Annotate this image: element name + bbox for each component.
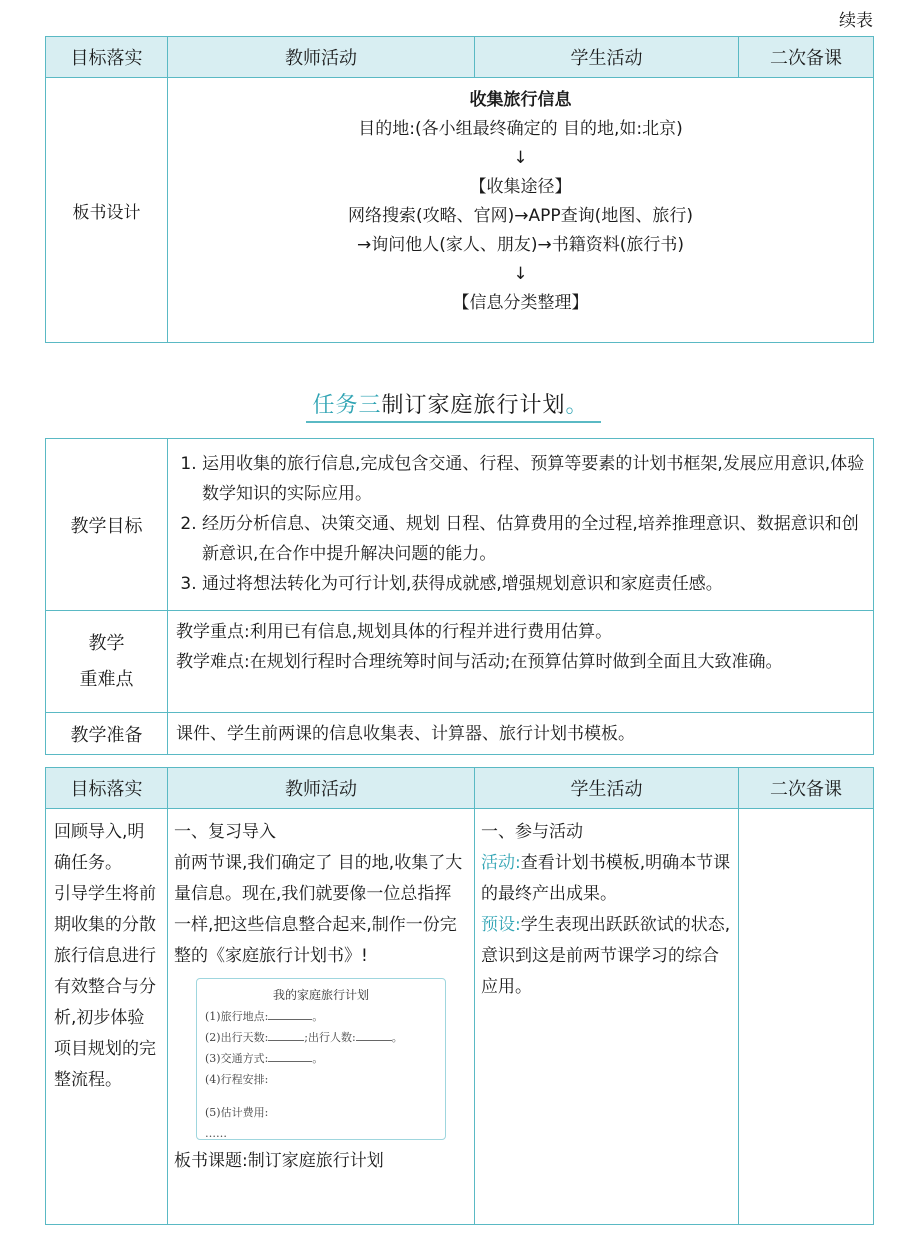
goal-item-3: 3. 通过将想法转化为可行计划,获得成就感,增强规划意识和家庭责任感。 bbox=[202, 569, 865, 599]
board-section-2: 【信息分类整理】 bbox=[452, 293, 589, 313]
student-column bbox=[475, 809, 739, 1225]
board-label: 板书设计 bbox=[46, 78, 168, 343]
goal-text-1: 回顾导入,明确任务。 bbox=[54, 822, 145, 873]
template-row-2: (2)出行天数: ;出行人数: 。 bbox=[205, 1027, 437, 1048]
table-header-row bbox=[46, 37, 874, 78]
header-revision: 二次备课 bbox=[739, 37, 874, 78]
student-heading: 一、参与活动 bbox=[481, 822, 583, 842]
activity-text: 查看计划书模板,明确本节课的最终产出成果。 bbox=[481, 853, 731, 904]
goal-column bbox=[46, 809, 168, 1225]
board-line-3: →询问他人(家人、朋友)→书籍资料(旅行书) bbox=[356, 235, 685, 255]
board-title: 收集旅行信息 bbox=[469, 90, 572, 110]
task-title bbox=[0, 388, 907, 423]
teaching-goals-table bbox=[45, 438, 874, 755]
board-line-2: 网络搜索(攻略、官网)→APP查询(地图、旅行) bbox=[348, 206, 693, 226]
template-row-1: (1)旅行地点: 。 bbox=[205, 1006, 437, 1027]
goal-text-2: 引导学生将前期收集的分散旅行信息进行有效整合与分析,初步体验项目规划的完整流程。 bbox=[54, 884, 156, 1090]
teacher-text: 前两节课,我们确定了 目的地,收集了大量信息。现在,我们就要像一位总指挥一样,把这些信息整合起来,制作一份完整的《家庭旅行计划书》! bbox=[174, 853, 463, 966]
down-arrow-icon: ↓ bbox=[513, 148, 528, 168]
task-prefix: 任务三 bbox=[312, 393, 382, 418]
key-label-line-2: 重难点 bbox=[79, 668, 134, 690]
task-suffix: 。 bbox=[565, 393, 589, 418]
table-header-row bbox=[46, 768, 874, 809]
board-section-1: 【收集途径】 bbox=[469, 177, 572, 197]
prep-label: 教学准备 bbox=[46, 713, 168, 755]
board-line-1: 目的地:(各小组最终确定的 目的地,如:北京) bbox=[358, 119, 683, 139]
key-label-line-1: 教学 bbox=[88, 632, 125, 654]
template-title: 我的家庭旅行计划 bbox=[272, 988, 369, 1002]
header-student: 学生活动 bbox=[475, 37, 739, 78]
board-topic: 板书课题:制订家庭旅行计划 bbox=[174, 1151, 384, 1171]
down-arrow-icon: ↓ bbox=[513, 264, 528, 284]
continued-label: 续表 bbox=[839, 11, 873, 31]
plan-template-image bbox=[196, 978, 446, 1140]
preset-label: 预设: bbox=[481, 915, 521, 935]
key-point: 教学重点:利用已有信息,规划具体的行程并进行费用估算。 bbox=[176, 622, 613, 642]
header-student: 学生活动 bbox=[475, 768, 739, 809]
header-teacher: 教师活动 bbox=[168, 37, 475, 78]
preset-text: 学生表现出跃跃欲试的状态,意识到这是前两节课学习的综合应用。 bbox=[481, 915, 731, 997]
prep-content: 课件、学生前两课的信息收集表、计算器、旅行计划书模板。 bbox=[168, 713, 874, 755]
header-revision: 二次备课 bbox=[739, 768, 874, 809]
task-name: 制订家庭旅行计划 bbox=[381, 393, 566, 418]
activity-item bbox=[481, 848, 732, 910]
activity-label: 活动: bbox=[481, 853, 521, 873]
preset-item bbox=[481, 910, 732, 1003]
board-design-table bbox=[45, 36, 874, 343]
goals-label: 教学目标 bbox=[46, 439, 168, 611]
key-points-content bbox=[168, 611, 874, 713]
header-teacher: 教师活动 bbox=[168, 768, 475, 809]
template-row-5: (5)估计费用: bbox=[205, 1106, 269, 1119]
header-goal: 目标落实 bbox=[46, 37, 168, 78]
goal-item-2: 2. 经历分析信息、决策交通、规划 日程、估算费用的全过程,培养推理意识、数据意识和创新意识,在合作中提升解决问题的能力。 bbox=[202, 509, 865, 569]
goal-item-1: 1. 运用收集的旅行信息,完成包含交通、行程、预算等要素的计划书框架,发展应用意识,体验数学知识的实际应用。 bbox=[202, 449, 865, 509]
revision-column bbox=[739, 809, 874, 1225]
header-goal: 目标落实 bbox=[46, 768, 168, 809]
difficult-point: 教学难点:在规划行程时合理统筹时间与活动;在预算估算时做到全面且大致准确。 bbox=[176, 652, 783, 672]
board-content bbox=[168, 78, 874, 343]
template-row-6: …… bbox=[205, 1127, 227, 1140]
lesson-plan-table bbox=[45, 767, 874, 1225]
key-points-label bbox=[46, 611, 168, 713]
teacher-column bbox=[168, 809, 475, 1225]
goals-content bbox=[168, 439, 874, 611]
template-row-3: (3)交通方式: 。 bbox=[205, 1048, 437, 1069]
template-row-4: (4)行程安排: bbox=[205, 1073, 269, 1086]
teacher-heading: 一、复习导入 bbox=[174, 822, 276, 842]
